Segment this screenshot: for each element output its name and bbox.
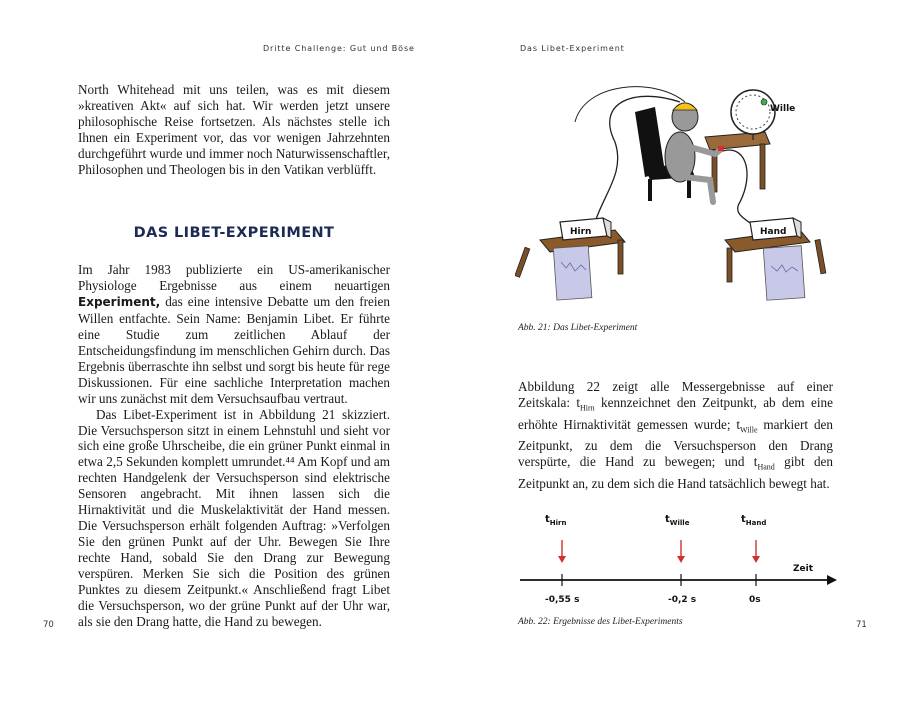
page-number-left: 70 bbox=[43, 620, 54, 630]
figure-22-caption: Abb. 22: Ergebnisse des Libet-Experiments bbox=[518, 617, 683, 627]
section-heading: DAS LIBET-EXPERIMENT bbox=[133, 225, 335, 241]
wrist-sensor bbox=[718, 146, 724, 151]
figure-21-caption: Abb. 21: Das Libet-Experiment bbox=[518, 323, 638, 333]
table-leg bbox=[727, 248, 732, 282]
t-label-hand: $t_{Hand}$ bbox=[741, 514, 767, 527]
paragraph-2 bbox=[78, 262, 390, 407]
running-head-left: Dritte Challenge: Gut und Böse bbox=[263, 44, 415, 53]
table-leg bbox=[760, 144, 765, 189]
text-run: Im Jahr 1983 publizierte ein US-amerikanischer Physiologe Ergebnisse aus einem neuartigen bbox=[78, 262, 390, 293]
table-leg bbox=[618, 240, 623, 274]
subscript: Hirn bbox=[580, 403, 595, 413]
text-run: gibt den Zeitpunkt an, zu dem sich die Hand tatsächlich bewegt hat. bbox=[518, 454, 833, 491]
cable-hand bbox=[720, 150, 760, 232]
green-dot bbox=[761, 99, 767, 105]
cable-extra bbox=[575, 87, 685, 122]
subscript: Hand bbox=[757, 462, 775, 472]
label-wille: Wille bbox=[770, 104, 796, 114]
subscript: Wille bbox=[740, 425, 758, 435]
text-run: Abbildung 22 zeigt alle Messergebnisse auf einer Zeitskala: t bbox=[518, 379, 833, 410]
text-run: das eine intensive Debatte um den freien Willen entfachte. Sein Name: Benjamin Libet. Er führte eine Studie zum zeitlichen Ablauf der Entscheidungsfindung im menschlichen Gehirn durch. Das Ergebnis überraschte ihn selbst und sorgt bis heute für rege Diskussionen. Für eine sachliche Interpretation machen wir uns zunächst mit dem Versuchsaufbau vertraut. bbox=[78, 293, 390, 406]
paragraph-results bbox=[518, 379, 833, 492]
arrow-hirn bbox=[558, 540, 566, 563]
label-hand: Hand bbox=[760, 227, 787, 237]
paragraph-intro bbox=[78, 82, 390, 178]
tick-label-hand: 0s bbox=[749, 595, 761, 605]
printout-hand bbox=[763, 246, 805, 301]
axis-arrowhead bbox=[827, 575, 837, 585]
figure-21-libet-setup bbox=[515, 82, 845, 314]
sensor-cap bbox=[673, 103, 697, 110]
label-hirn: Hirn bbox=[570, 227, 592, 237]
t-label-wille: $t_{Wille}$ bbox=[665, 514, 690, 527]
paragraph-body bbox=[78, 262, 390, 630]
paragraph-3: Das Libet-Experiment ist in Abbildung 21 skizziert. Die Versuchsperson sitzt in einem Lehnstuhl und sieht vor sich eine große Uhrscheibe, die ein grüner Punkt einmal in etwa 2,5 Sekunden komplett umrundet.⁴⁴ Am Kopf und am rechten Handgelenk der Versuchsperson sind elektrische Sensoren angebracht. Mit ihnen lassen sich die Hirnaktivität und die Muskelaktivität der Hand messen. Die Versuchsperson erhält folgenden Auftrag: »Verfolgen Sie den grünen Punkt auf der Uhr. Bewegen Sie Ihre rechte Hand, sobald Sie den Drang zur Bewegung verspüren. Merken Sie sich die Position des grünen Punktes zu diesem Zeitpunkt.« Anschließend fragt Libet die Versuchsperson, wo der grüne Punkt auf der Uhr war, als sie den Drang hatte, die Hand zu bewegen. bbox=[78, 406, 390, 629]
text-run: kennzeichnet den Zeitpunkt, ab dem eine erhöhte Hirnaktivität gemessen wurde; t bbox=[518, 394, 833, 432]
tick-label-hirn: -0,55 s bbox=[545, 595, 580, 605]
page-number-right: 71 bbox=[856, 620, 867, 630]
chair-leg bbox=[648, 179, 652, 201]
arrow-wille bbox=[677, 540, 685, 563]
table-leg bbox=[515, 247, 530, 277]
bold-term: Experiment, bbox=[78, 294, 161, 309]
t-label-hirn: $t_{Hirn}$ bbox=[545, 514, 567, 527]
person-body bbox=[665, 132, 695, 182]
running-head-right: Das Libet-Experiment bbox=[520, 44, 625, 53]
figure-22-timeline bbox=[515, 505, 845, 615]
paragraph-text bbox=[518, 379, 833, 492]
clock-face bbox=[731, 90, 775, 134]
printout-hirn bbox=[553, 246, 592, 300]
table-leg bbox=[815, 239, 826, 273]
text-run: markiert den Zeitpunkt, zu dem die Versuchsperson den Drang verspürte, die Hand zu bewegen; und t bbox=[518, 416, 833, 470]
tick-label-wille: -0,2 s bbox=[668, 595, 697, 605]
axis-label-zeit: Zeit bbox=[793, 564, 814, 574]
paragraph-text: North Whitehead mit uns teilen, was es mit diesem »kreativen Akt« auf sich hat. Wir werden jetzt unsere philosophische Reise fortsetzen. Als nächstes stelle ich Ihnen ein Experiment vor, das vor wenigen Jahrzehnten durchgeführt wurde und immer noch Naturwissenschaftler, Philosophen und Theologen bis in den Vatikan verblüfft. bbox=[78, 82, 390, 177]
arrow-hand bbox=[752, 540, 760, 563]
